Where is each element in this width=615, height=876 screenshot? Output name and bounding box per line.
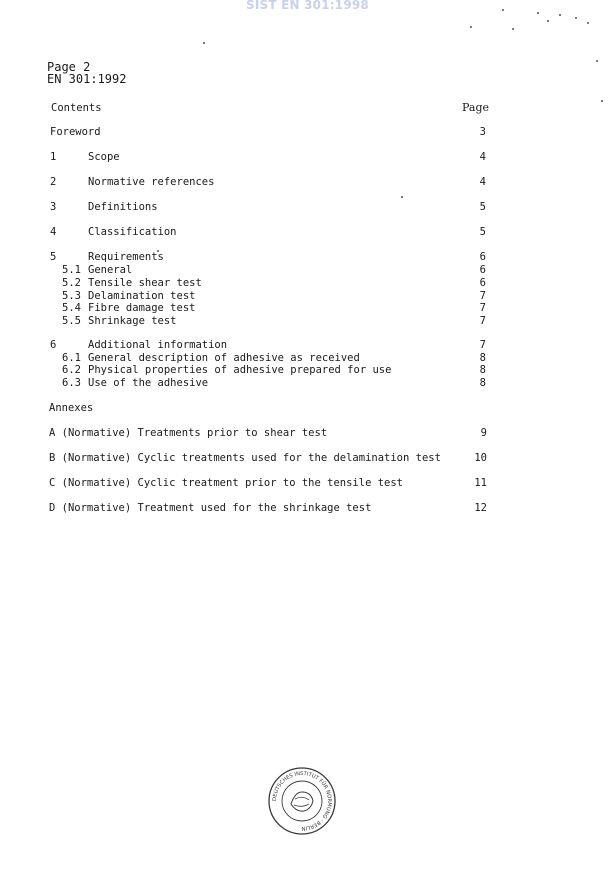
toc-entry-number: 3	[50, 201, 57, 213]
toc-entry-title: Definitions	[88, 201, 158, 213]
toc-entry-number: 5.4	[62, 302, 81, 314]
toc-entry-title: Requirements	[88, 251, 164, 263]
toc-entry-page: 8	[479, 352, 486, 364]
annex-page: 11	[474, 477, 487, 489]
toc-entry-number: 6.3	[62, 377, 81, 389]
annex-entry	[0, 477, 615, 490]
annex-title: C (Normative) Cyclic treatment prior to the tensile test	[49, 477, 404, 489]
page-number: Page 2	[47, 60, 91, 74]
annex-title: A (Normative) Treatments prior to shear test	[49, 427, 328, 439]
toc-entry	[0, 201, 615, 214]
seal-text: DEUTSCHES INSTITUT FÜR NORMUNG · BERLIN	[271, 770, 333, 832]
toc-entry-title: Use of the adhesive	[88, 377, 209, 389]
annex-title: D (Normative) Treatment used for the shrinkage test	[49, 502, 372, 514]
toc-entry-number: 5	[50, 251, 57, 263]
toc-entry-number: 4	[50, 226, 57, 238]
toc-subentry	[0, 377, 615, 390]
toc-subentry	[0, 264, 615, 277]
toc-entry-number: 2	[50, 176, 57, 188]
toc-entry	[0, 151, 615, 164]
annexes-heading: Annexes	[49, 402, 94, 414]
institute-seal	[267, 766, 337, 840]
watermark: SIST EN 301:1998	[246, 0, 369, 12]
annex-title: B (Normative) Cyclic treatments used for the delamination test	[49, 452, 441, 464]
toc-subentry	[0, 364, 615, 377]
toc-entry-number: 1	[50, 151, 57, 163]
toc-entry-title: General description of adhesive as received	[88, 352, 360, 364]
contents-heading: Contents	[51, 102, 102, 114]
toc-entry-title: Classification	[88, 226, 177, 238]
annexes-heading-row	[0, 402, 615, 415]
toc-entry	[0, 226, 615, 239]
toc-entry-title: Additional information	[88, 339, 228, 351]
svg-text:DEUTSCHES INSTITUT FÜR NORMUNG	[272, 771, 332, 831]
toc-entry-page: 4	[479, 176, 486, 188]
annex-entry	[0, 502, 615, 515]
annex-entry	[0, 452, 615, 465]
annex-page: 12	[474, 502, 487, 514]
toc-entry-number: 5.3	[62, 290, 81, 302]
toc-entry-page: 8	[479, 377, 486, 389]
standard-id: EN 301:1992	[47, 72, 127, 86]
toc-entry-title: Foreword	[50, 126, 101, 138]
toc-entry	[0, 176, 615, 189]
toc-entry-page: 6	[479, 251, 486, 263]
toc-entry-page: 7	[479, 302, 486, 314]
toc-entry-page: 7	[479, 290, 486, 302]
toc-entry	[0, 126, 615, 139]
toc-subentry	[0, 315, 615, 328]
toc-entry-page: 5	[479, 201, 486, 213]
annex-entry	[0, 427, 615, 440]
page-column-heading: Page	[462, 101, 490, 114]
toc-entry-title: Physical properties of adhesive prepared for use	[88, 364, 392, 376]
toc-entry	[0, 339, 615, 352]
toc-entry-number: 6.2	[62, 364, 81, 376]
toc-entry-title: Scope	[88, 151, 120, 163]
toc-entry-number: 5.1	[62, 264, 81, 276]
toc-entry	[0, 251, 615, 264]
toc-entry-title: Normative references	[88, 176, 215, 188]
toc-entry-page: 3	[479, 126, 486, 138]
toc-entry-number: 6.1	[62, 352, 81, 364]
toc-entry-page: 8	[479, 364, 486, 376]
annex-page: 9	[480, 427, 487, 439]
toc-entry-number: 5.5	[62, 315, 81, 327]
toc-entry-page: 4	[479, 151, 486, 163]
toc-entry-page: 7	[479, 339, 486, 351]
toc-entry-title: Delamination test	[88, 290, 196, 302]
toc-entry-page: 6	[479, 277, 486, 289]
toc-entry-page: 5	[479, 226, 486, 238]
annex-page: 10	[474, 452, 487, 464]
seal-icon	[267, 766, 337, 836]
toc-subentry	[0, 302, 615, 315]
toc-entry-title: Shrinkage test	[88, 315, 177, 327]
toc-subentry	[0, 277, 615, 290]
toc-entry-title: Fibre damage test	[88, 302, 196, 314]
toc-entry-title: General	[88, 264, 133, 276]
toc-entry-page: 7	[479, 315, 486, 327]
toc-entry-number: 5.2	[62, 277, 81, 289]
toc-entry-page: 6	[479, 264, 486, 276]
toc-entry-number: 6	[50, 339, 57, 351]
toc-entry-title: Tensile shear test	[88, 277, 202, 289]
